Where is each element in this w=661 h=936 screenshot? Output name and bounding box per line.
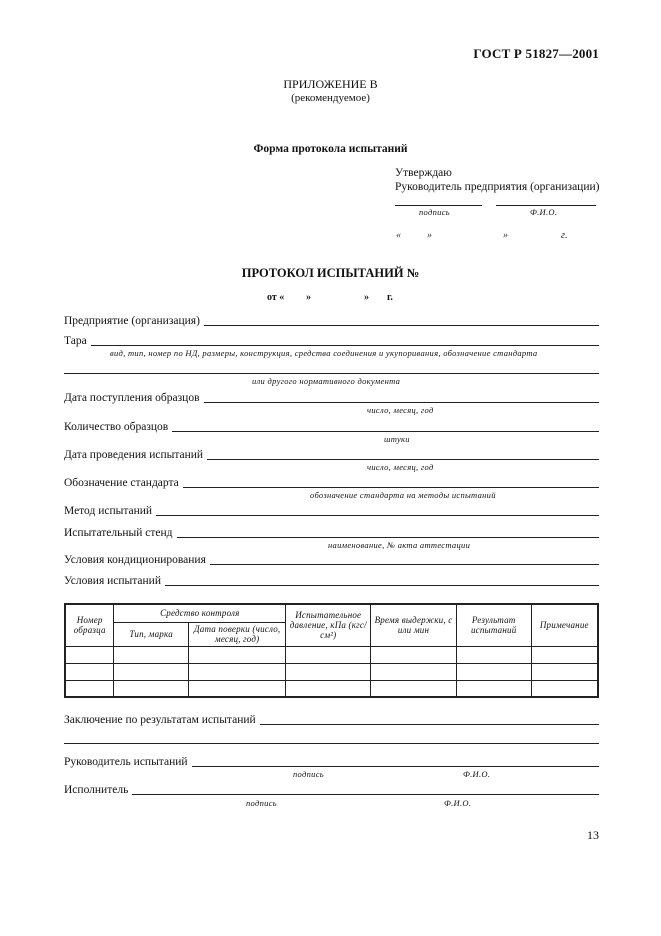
col-type-header: Тип, марка bbox=[114, 622, 189, 646]
table-cell[interactable] bbox=[188, 663, 285, 680]
conclusion-second-line[interactable] bbox=[64, 743, 599, 744]
protocol-date-q2: » bbox=[364, 292, 369, 303]
table-cell[interactable] bbox=[114, 680, 189, 697]
table-cell[interactable] bbox=[65, 646, 114, 663]
table-cell[interactable] bbox=[188, 680, 285, 697]
executor-label: Исполнитель bbox=[64, 783, 132, 797]
tara-label: Тара bbox=[64, 334, 91, 348]
test-date-label: Дата проведения испытаний bbox=[64, 448, 207, 462]
receipt-date-label: Дата поступления образцов bbox=[64, 391, 204, 405]
enterprise-field[interactable] bbox=[64, 314, 599, 328]
receipt-date-field[interactable] bbox=[64, 391, 599, 405]
sample-count-label: Количество образцов bbox=[64, 420, 172, 434]
table-cell[interactable] bbox=[531, 663, 598, 680]
tara-field[interactable] bbox=[64, 334, 599, 348]
conditioning-label: Условия кондиционирования bbox=[64, 553, 210, 567]
table-cell[interactable] bbox=[371, 646, 457, 663]
standard-field[interactable] bbox=[64, 476, 599, 490]
test-head-field[interactable] bbox=[64, 755, 599, 769]
approve-date-year: г. bbox=[561, 230, 568, 241]
form-title: Форма протокола испытаний bbox=[253, 143, 408, 155]
standard-code: ГОСТ Р 51827—2001 bbox=[473, 46, 599, 61]
table-cell[interactable] bbox=[371, 663, 457, 680]
test-conditions-field[interactable] bbox=[64, 574, 599, 588]
tara-hint-2: или другого нормативного документа bbox=[252, 376, 401, 386]
test-date-hint: число, месяц, год bbox=[367, 462, 434, 472]
approve-signature-label: подпись bbox=[419, 207, 450, 217]
executor-field[interactable] bbox=[64, 783, 599, 797]
appendix-title: ПРИЛОЖЕНИЕ В bbox=[283, 77, 378, 91]
tara-hint-1: вид, тип, номер по НД, размеры, конструкция, средства соединения и укупоривания, обозначение стандарта bbox=[110, 348, 538, 358]
executor-name-label: Ф.И.О. bbox=[444, 798, 472, 808]
table-cell[interactable] bbox=[286, 646, 371, 663]
results-table bbox=[64, 603, 599, 698]
approve-head: Руководитель предприятия (организации) bbox=[395, 181, 600, 193]
approve-label: Утверждаю bbox=[395, 167, 452, 179]
sample-count-field[interactable] bbox=[64, 420, 599, 434]
table-cell[interactable] bbox=[456, 663, 531, 680]
sample-count-hint: штуки bbox=[384, 434, 410, 444]
col-pressure-header: Испытательное давление, кПа (кгс/см²) bbox=[286, 604, 371, 646]
test-head-signature-label: подпись bbox=[293, 769, 324, 779]
col-note-header: Примечание bbox=[531, 604, 598, 646]
table-cell[interactable] bbox=[114, 663, 189, 680]
receipt-date-hint: число, месяц, год bbox=[367, 405, 434, 415]
approve-date-open: « bbox=[396, 230, 402, 241]
page-number: 13 bbox=[587, 828, 599, 842]
stand-hint: наименование, № акта аттестации bbox=[328, 540, 471, 550]
test-conditions-label: Условия испытаний bbox=[64, 574, 165, 588]
table-cell[interactable] bbox=[531, 646, 598, 663]
col-control-header: Средство контроля bbox=[114, 604, 286, 622]
col-verification-header: Дата поверки (число, месяц, год) bbox=[188, 622, 285, 646]
appendix-subtitle: (рекомендуемое) bbox=[291, 92, 370, 104]
approve-name-label: Ф.И.О. bbox=[530, 207, 558, 217]
col-number-header: Номер образца bbox=[65, 604, 114, 646]
table-row bbox=[65, 680, 598, 697]
approve-date-close: » bbox=[427, 230, 433, 241]
approve-name-line bbox=[496, 205, 596, 206]
test-head-name-label: Ф.И.О. bbox=[463, 769, 491, 779]
table-cell[interactable] bbox=[531, 680, 598, 697]
approve-signature-line bbox=[395, 205, 482, 206]
table-cell[interactable] bbox=[286, 663, 371, 680]
test-head-label: Руководитель испытаний bbox=[64, 755, 192, 769]
enterprise-label: Предприятие (организация) bbox=[64, 314, 204, 328]
col-result-header: Результат испытаний bbox=[456, 604, 531, 646]
protocol-title: ПРОТОКОЛ ИСПЫТАНИЙ № bbox=[241, 266, 420, 280]
stand-label: Испытательный стенд bbox=[64, 526, 177, 540]
conclusion-field[interactable] bbox=[64, 713, 599, 727]
approve-date-mark: » bbox=[503, 230, 509, 241]
executor-signature-label: подпись bbox=[246, 798, 277, 808]
table-cell[interactable] bbox=[65, 663, 114, 680]
conditioning-field[interactable] bbox=[64, 553, 599, 567]
table-cell[interactable] bbox=[286, 680, 371, 697]
stand-field[interactable] bbox=[64, 526, 599, 540]
tara-second-line[interactable] bbox=[64, 373, 599, 374]
table-row bbox=[65, 646, 598, 663]
table-cell[interactable] bbox=[456, 680, 531, 697]
method-field[interactable] bbox=[64, 504, 599, 518]
table-cell[interactable] bbox=[188, 646, 285, 663]
method-label: Метод испытаний bbox=[64, 504, 156, 518]
standard-hint: обозначение стандарта на методы испытаний bbox=[310, 490, 496, 500]
table-row bbox=[65, 663, 598, 680]
table-cell[interactable] bbox=[456, 646, 531, 663]
standard-label: Обозначение стандарта bbox=[64, 476, 183, 490]
table-cell[interactable] bbox=[65, 680, 114, 697]
conclusion-label: Заключение по результатам испытаний bbox=[64, 713, 260, 727]
protocol-date-year: г. bbox=[387, 292, 393, 303]
protocol-date-prefix: от « bbox=[267, 292, 285, 303]
protocol-date-q1: » bbox=[306, 292, 311, 303]
col-time-header: Время выдержки, с или мин bbox=[371, 604, 457, 646]
table-cell[interactable] bbox=[114, 646, 189, 663]
table-cell[interactable] bbox=[371, 680, 457, 697]
test-date-field[interactable] bbox=[64, 448, 599, 462]
